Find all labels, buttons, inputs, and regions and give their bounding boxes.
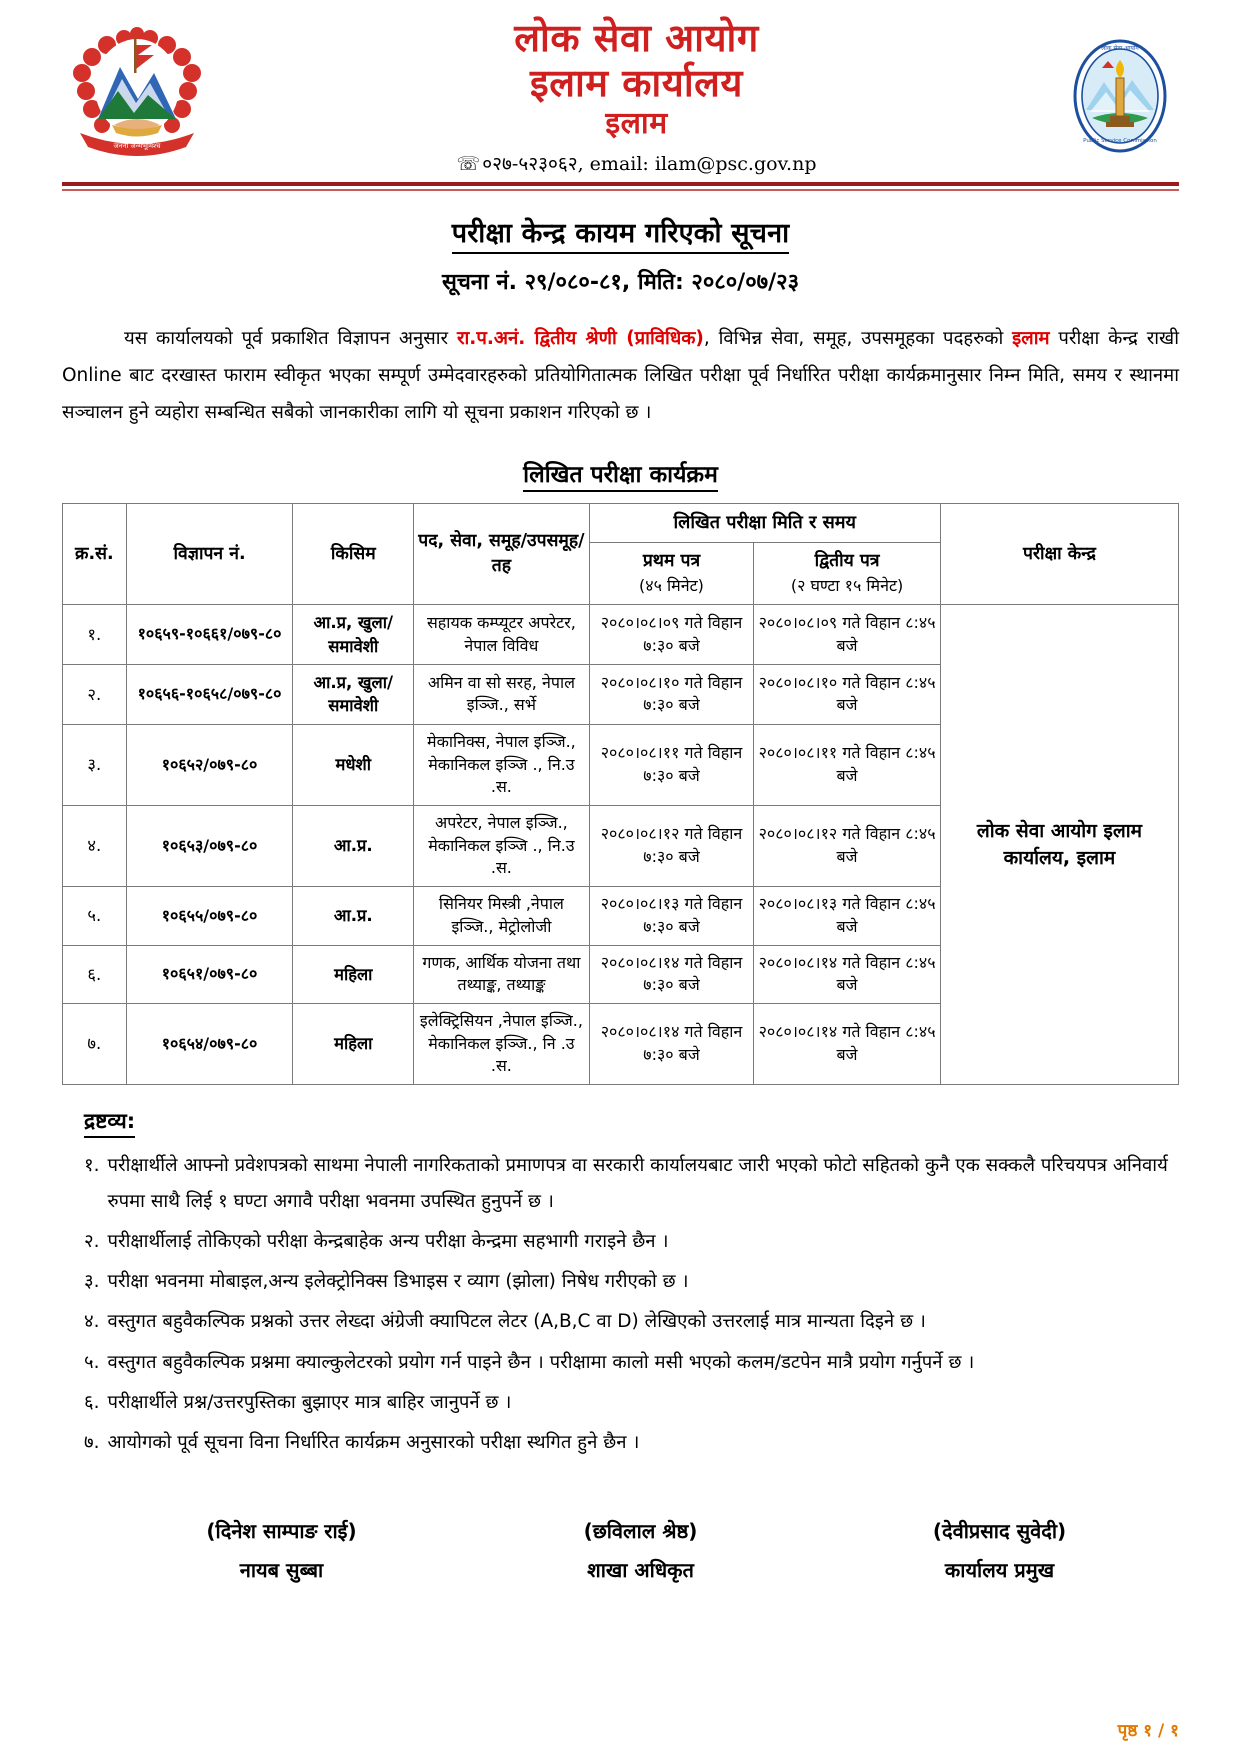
signature-title: कार्यालय प्रमुख [944,1557,1055,1582]
telephone-icon: ☏ [456,153,481,176]
cell-post: अमिन वा सो सरह, नेपाल इञ्जि., सर्भे [414,665,590,725]
intro-highlight-center: इलाम [1012,328,1050,350]
page-number-footer: पृष्ठ १ / १ [1117,1721,1179,1741]
intro-highlight-service-class: रा.प.अनं. द्वितीय श्रेणी (प्राविधिक) [456,328,704,350]
table-caption [62,457,1179,489]
cell-ad-no: १०६५६-१०६५८/०७९-८० [126,665,293,725]
notes-title: द्रष्टव्य: [84,1107,135,1138]
list-item [84,1385,1179,1421]
cell-paper1: २०८०।०८।११ गते विहान ७:३० बजे [589,724,754,805]
note-text: परीक्षार्थीले आफ्नो प्रवेशपत्रको साथमा नेपाली नागरिकताको प्रमाणपत्र वा सरकारी कार्यालयबाट जारी भएको फोटो सहितको कुनै एक सक्कलै परिचयपत्र अनिवार्य रुपमा साथै लिई १ घण्टा अगावै परीक्षा भवनमा उपस्थित हुनुपर्ने छ । [107,1155,1168,1213]
cell-post: अपरेटर, नेपाल इञ्जि., मेकानिकल इञ्जि ., नि.उ .स. [414,806,590,887]
exam-schedule-table [62,503,1179,1085]
cell-post: सिनियर मिस्त्री ,नेपाल इञ्जि., मेट्रोलोजी [414,887,590,945]
cell-sn: १. [63,605,127,665]
page-title [62,213,1179,250]
cell-paper2: २०८०।०८।१४ गते विहान ८:४५ बजे [754,1004,941,1085]
header-divider [62,182,1179,191]
cell-sn: ३. [63,724,127,805]
signature-name: (छविलाल श्रेष्ठ) [583,1518,698,1543]
header-paper1-duration: (४५ मिनेट) [639,576,704,596]
header-paper1 [589,542,754,605]
cell-sn: ७. [63,1004,127,1085]
cell-ad-no: १०६५३/०७९-८० [126,806,293,887]
note-number: ३. [84,1271,100,1293]
header-kisim: किसिम [293,504,414,605]
header-sn: क्र.सं. [63,504,127,605]
cell-sn: ५. [63,887,127,945]
list-item [84,1425,1179,1461]
svg-text:लोक सेवा आयोग: लोक सेवा आयोग [1101,45,1139,53]
list-item [84,1264,1179,1300]
cell-paper1: २०८०।०८।१० गते विहान ७:३० बजे [589,665,754,725]
notes-section [62,1107,1179,1461]
note-text: परीक्षा भवनमा मोबाइल,अन्य इलेक्ट्रोनिक्स डिभाइस र व्याग (झोला) निषेध गरीएको छ । [107,1271,689,1293]
office-name-line2: इलाम कार्यालय [530,60,743,105]
list-item [84,1345,1179,1381]
signature-block [62,1517,1179,1583]
cell-kisim: आ.प्र. [293,887,414,945]
contact-text: ०२७-५२३०६२, email: ilam@psc.gov.np [482,153,817,176]
table-caption-text: लिखित परीक्षा कार्यक्रम [523,462,718,492]
cell-kisim: आ.प्र. [293,806,414,887]
public-service-commission-seal [1061,37,1179,155]
note-number: ७. [84,1431,100,1453]
header-paper1-label: प्रथम पत्र [642,550,701,571]
signature-name: (दिनेश साम्पाङ राई) [206,1518,357,1543]
signature-name: (देवीप्रसाद सुवेदी) [932,1518,1067,1543]
header-paper2-duration: (२ घण्टा १५ मिनेट) [790,576,904,596]
note-text: वस्तुगत बहुवैकल्पिक प्रश्नमा क्याल्कुलेटरको प्रयोग गर्न पाइने छैन । परीक्षामा कालो मसी भएको कलम/डटपेन मात्रै प्रयोग गर्नुपर्ने छ । [107,1351,975,1373]
cell-ad-no: १०६५९-१०६६१/०७९-८० [126,605,293,665]
cell-sn: ४. [63,806,127,887]
table-header [63,504,1179,605]
intro-paragraph [62,320,1179,431]
cell-exam-center: लोक सेवा आयोग इलाम कार्यालय, इलाम [940,605,1178,1085]
cell-post: इलेक्ट्रिसियन ,नेपाल इञ्जि., मेकानिकल इञ्जि., नि .उ .स. [414,1004,590,1085]
office-name-line3: इलाम [605,105,668,141]
header-post: पद, सेवा, समूह/उपसमूह/तह [414,504,590,605]
cell-paper2: २०८०।०८।१२ गते विहान ८:४५ बजे [754,806,941,887]
note-text: वस्तुगत बहुवैकल्पिक प्रश्नको उत्तर लेख्दा अंग्रेजी क्यापिटल लेटर (A,B,C वा D) लेखिएको उत्तरलाई मात्र मान्यता दिइने छ । [107,1311,926,1333]
cell-paper2: २०८०।०८।१० गते विहान ८:४५ बजे [754,665,941,725]
cell-post: गणक, आर्थिक योजना तथा तथ्याङ्क, तथ्याङ्क [414,945,590,1003]
signature-left [62,1517,461,1583]
table-header-row-1 [63,504,1179,543]
cell-kisim: मधेशी [293,724,414,805]
list-item [84,1304,1179,1340]
cell-paper1: २०८०।०८।१२ गते विहान ७:३० बजे [589,806,754,887]
svg-text:जननी जन्मभूमिश्च: जननी जन्मभूमिश्च [113,142,161,151]
note-text: परीक्षार्थीले प्रश्न/उत्तरपुस्तिका बुझाएर मात्र बाहिर जानुपर्ने छ । [107,1391,512,1413]
signature-right [820,1517,1179,1583]
note-number: ५. [84,1351,100,1373]
cell-ad-no: १०६५४/०७९-८० [126,1004,293,1085]
cell-sn: ६. [63,945,127,1003]
document-header [62,14,1179,176]
cell-kisim: आ.प्र, खुला/समावेशी [293,665,414,725]
office-name [216,16,1057,141]
note-number: ४. [84,1311,100,1333]
note-text: परीक्षार्थीलाई तोकिएको परीक्षा केन्द्रबाहेक अन्य परीक्षा केन्द्रमा सहभागी गराइने छैन । [107,1231,669,1253]
cell-ad-no: १०६५५/०७९-८० [126,887,293,945]
intro-part3: परीक्षा केन्द्र राखी Online बाट दरखास्त फाराम स्वीकृत भएका सम्पूर्ण उम्मेदवारहरुको प्रतियोगितात्मक लिखित परीक्षा पूर्व निर्धारित परीक्षा कार्यक्रमानुसार निम्न मिति, समय र स्थानमा सञ्चालन हुने व्यहोरा सम्बन्धित सबैको जानकारीका लागि यो सूचना प्रकाशन गरिएको छ । [62,328,1179,424]
cell-paper2: २०८०।०८।१४ गते विहान ८:४५ बजे [754,945,941,1003]
note-number: २. [84,1231,100,1253]
cell-post: सहायक कम्प्यूटर अपरेटर, नेपाल विविध [414,605,590,665]
divider-thin-line [62,189,1179,191]
cell-kisim: आ.प्र, खुला/समावेशी [293,605,414,665]
note-text: आयोगको पूर्व सूचना विना निर्धारित कार्यक्रम अनुसारको परीक्षा स्थगित हुने छैन । [107,1431,640,1453]
signature-title: नायब सुब्बा [239,1557,324,1582]
cell-paper1: २०८०।०८।१३ गते विहान ७:३० बजे [589,887,754,945]
cell-paper2: २०८०।०८।१३ गते विहान ८:४५ बजे [754,887,941,945]
cell-kisim: महिला [293,945,414,1003]
cell-paper2: २०८०।०८।०९ गते विहान ८:४५ बजे [754,605,941,665]
table-body [63,605,1179,1085]
cell-post: मेकानिक्स, नेपाल इञ्जि., मेकानिकल इञ्जि ., नि.उ .स. [414,724,590,805]
header-text-block [212,16,1061,176]
header-paper2 [754,542,941,605]
list-item [84,1148,1179,1220]
notes-list [84,1148,1179,1461]
table-row [63,605,1179,665]
office-name-line1: लोक सेवा आयोग [514,16,759,60]
page-title-text: परीक्षा केन्द्र कायम गरिएको सूचना [452,218,790,254]
header-ad-no: विज्ञापन नं. [126,504,293,605]
header-paper2-label: द्वितीय पत्र [814,550,880,571]
header-exam-date-time-group: लिखित परीक्षा मिति र समय [589,504,940,543]
intro-part2: , विभिन्न सेवा, समूह, उपसमूहका पदहरुको [703,328,1013,350]
cell-ad-no: १०६५२/०७९-८० [126,724,293,805]
cell-paper1: २०८०।०८।१४ गते विहान ७:३० बजे [589,945,754,1003]
cell-paper1: २०८०।०८।०९ गते विहान ७:३० बजे [589,605,754,665]
svg-text:Public Service Commission: Public Service Commission [1083,138,1157,145]
cell-paper2: २०८०।०८।११ गते विहान ८:४५ बजे [754,724,941,805]
notice-number-date: सूचना नं. २९/०८०-८१, मिति: २०८०/०७/२३ [441,270,800,296]
cell-ad-no: १०६५१/०७९-८० [126,945,293,1003]
list-item [84,1224,1179,1260]
note-number: ६. [84,1391,100,1413]
cell-paper1: २०८०।०८।१४ गते विहान ७:३० बजे [589,1004,754,1085]
intro-part1: यस कार्यालयको पूर्व प्रकाशित विज्ञापन अनुसार [124,328,457,350]
cell-sn: २. [63,665,127,725]
cell-kisim: महिला [293,1004,414,1085]
divider-thick-line [62,182,1179,186]
header-exam-center: परीक्षा केन्द्र [940,504,1178,605]
note-number: १. [84,1155,100,1177]
nepal-government-emblem [62,21,212,171]
signature-title: शाखा अधिकृत [587,1557,694,1582]
signature-center [461,1517,820,1583]
contact-line [216,150,1057,176]
